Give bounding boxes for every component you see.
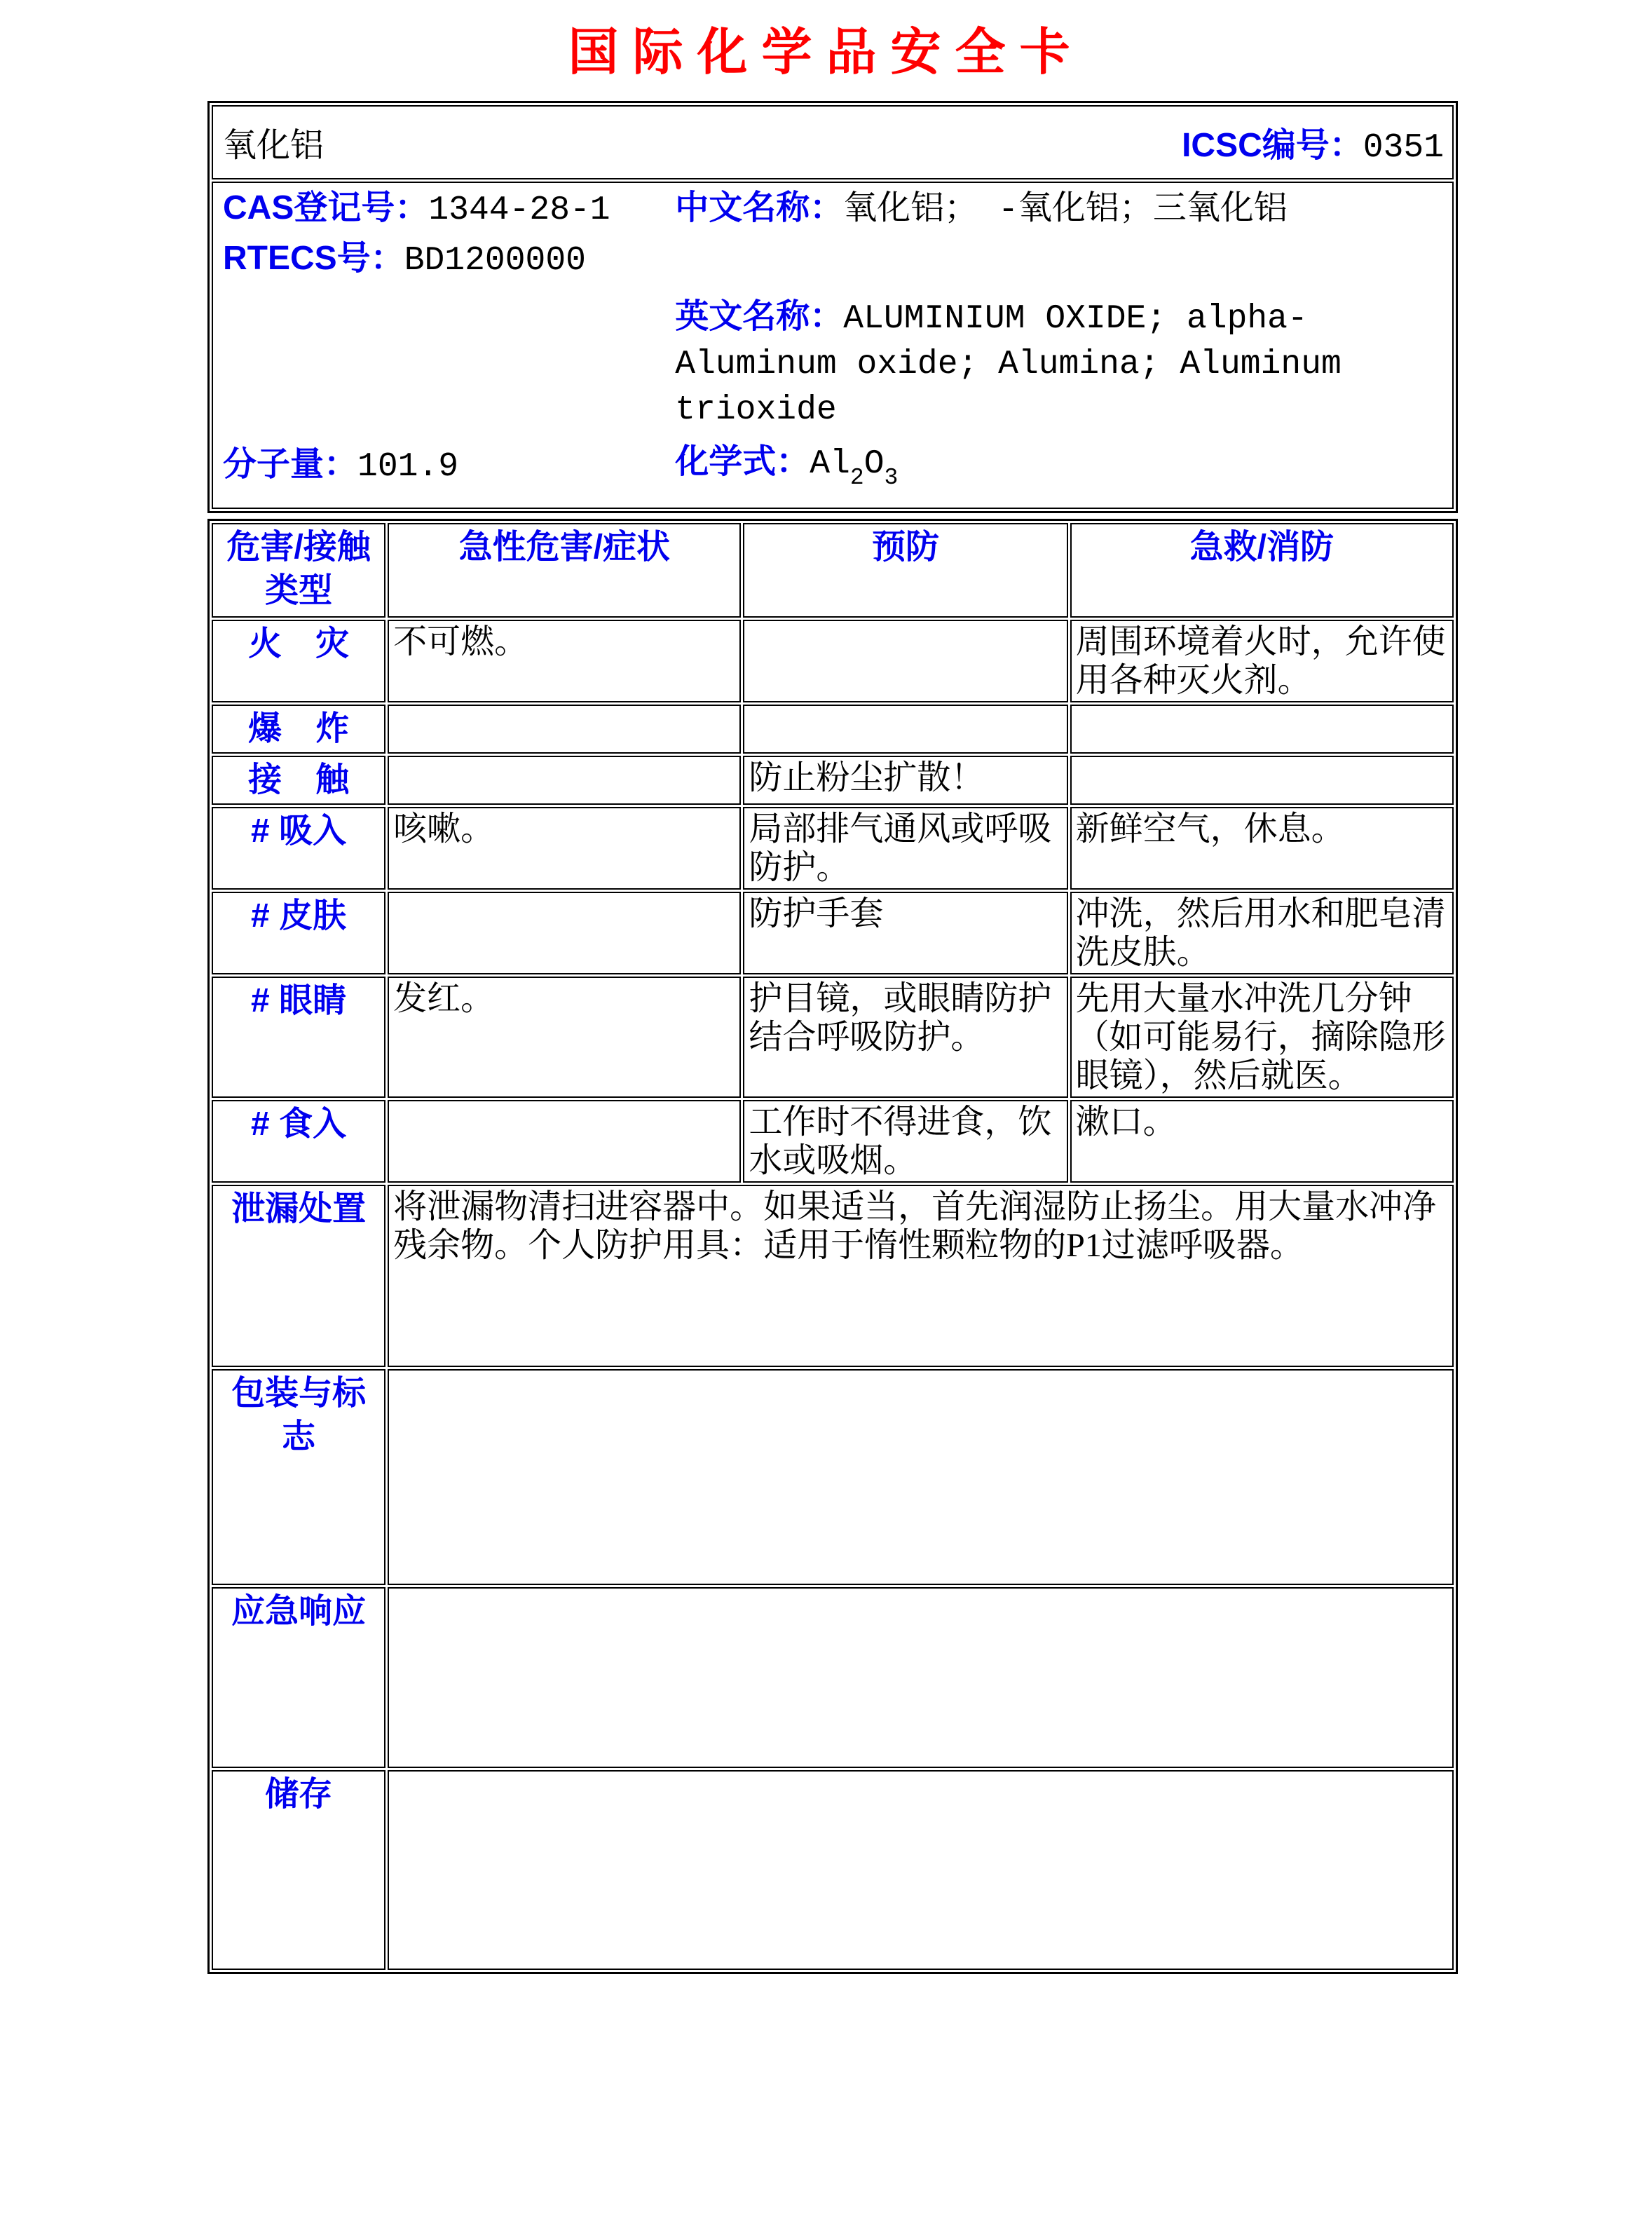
- en-name-label: 英文名称：: [675, 298, 844, 335]
- explosion-prevention-cell: [743, 705, 1067, 754]
- inhalation-prevention-cell: 局部排气通风或呼吸防护。: [743, 807, 1067, 890]
- substance-header-row: [212, 105, 1454, 179]
- row-label-fire: 火 灾: [212, 620, 385, 702]
- substance-name: 氧化铝: [223, 129, 325, 167]
- eyes-symptoms-cell: 发红。: [388, 977, 741, 1098]
- row-label-explosion: 爆 炸: [212, 705, 385, 754]
- ingestion-prevention-cell: 工作时不得进食，饮水或吸烟。: [743, 1100, 1067, 1183]
- exposure-symptoms-cell: [388, 756, 741, 805]
- section-label-packaging: 包装与标志: [212, 1369, 385, 1585]
- exposure-prevention-cell: 防止粉尘扩散！: [743, 756, 1067, 805]
- rtecs-line: [223, 238, 675, 287]
- section-row-storage: [212, 1770, 1454, 1970]
- icsc-number-label: ICSC编号：: [1182, 127, 1363, 164]
- fire-symptoms-cell: 不可燃。: [388, 620, 741, 702]
- col-header-type: 危害/接触类型: [212, 523, 385, 618]
- hazard-row-exposure: [212, 756, 1454, 805]
- eyes-prevention-cell: 护目镜，或眼睛防护结合呼吸防护。: [743, 977, 1067, 1098]
- hazard-header-row: [212, 523, 1454, 618]
- explosion-symptoms-cell: [388, 705, 741, 754]
- inhalation-first-aid-cell: 新鲜空气，休息。: [1070, 807, 1454, 890]
- hazard-row-skin: [212, 892, 1454, 974]
- formula-label: 化学式：: [675, 443, 810, 480]
- cas-label: CAS登记号：: [223, 189, 429, 226]
- icsc-number-value: 0351: [1363, 129, 1444, 167]
- en-name-value: ALUMINIUM OXIDE; alpha-Aluminum oxide; Alumina; Aluminum trioxide: [675, 300, 1342, 429]
- section-label-emergency: 应急响应: [212, 1587, 385, 1768]
- hazard-table: [207, 519, 1458, 1974]
- col-header-first-aid: 急救/消防: [1070, 523, 1454, 618]
- identity-row: [212, 182, 1454, 509]
- row-label-inhalation: # 吸入: [212, 807, 385, 890]
- cn-name-label: 中文名称：: [675, 189, 844, 226]
- packaging-content-cell: [388, 1369, 1454, 1585]
- row-label-ingestion: # 食入: [212, 1100, 385, 1183]
- formula-value: $Al_2O_3$: [810, 445, 899, 491]
- cn-name-value: 氧化铝； -氧化铝；三氧化铝: [843, 191, 1288, 229]
- spacer: [675, 238, 1445, 287]
- section-row-packaging: [212, 1369, 1454, 1585]
- inhalation-symptoms-cell: 咳嗽。: [388, 807, 741, 890]
- page-title: 国际化学品安全卡: [568, 25, 1084, 81]
- formula-line: [675, 441, 1445, 508]
- hazard-row-explosion: [212, 705, 1454, 754]
- fire-prevention-cell: [743, 620, 1067, 702]
- cas-value: 1344-28-1: [428, 191, 610, 229]
- col-header-symptoms: 急性危害/症状: [388, 523, 741, 618]
- eyes-first-aid-cell: 先用大量水冲洗几分钟（如可能易行，摘除隐形眼镜），然后就医。: [1070, 977, 1454, 1098]
- substance-header-cell: [212, 105, 1454, 179]
- hazard-row-inhalation: [212, 807, 1454, 890]
- cn-name-line: [675, 187, 1445, 238]
- spacer: [223, 287, 675, 432]
- substance-info-table: [207, 101, 1458, 513]
- emergency-content-cell: [388, 1587, 1454, 1768]
- explosion-first-aid-cell: [1070, 705, 1454, 754]
- skin-prevention-cell: 防护手套: [743, 892, 1067, 974]
- section-label-spillage: 泄漏处置: [212, 1185, 385, 1367]
- cas-line: [223, 187, 675, 238]
- exposure-first-aid-cell: [1070, 756, 1454, 805]
- skin-symptoms-cell: [388, 892, 741, 974]
- skin-first-aid-cell: 冲洗，然后用水和肥皂清洗皮肤。: [1070, 892, 1454, 974]
- storage-content-cell: [388, 1770, 1454, 1970]
- molecular-weight-value: 101.9: [357, 448, 459, 486]
- rtecs-label: RTECS号：: [223, 240, 404, 277]
- section-row-emergency: [212, 1587, 1454, 1768]
- spillage-content-cell: 将泄漏物清扫进容器中。如果适当，首先润湿防止扬尘。用大量水冲净残余物。个人防护用具：适用于惰性颗粒物的P1过滤呼吸器。: [388, 1185, 1454, 1367]
- en-name-line: [675, 295, 1445, 432]
- row-label-eyes: # 眼睛: [212, 977, 385, 1098]
- molecular-weight-label: 分子量：: [223, 446, 358, 483]
- identity-cell: [212, 182, 1454, 509]
- section-row-spillage: [212, 1185, 1454, 1367]
- hazard-row-ingestion: [212, 1100, 1454, 1183]
- hazard-row-fire: [212, 620, 1454, 702]
- rtecs-value: BD1200000: [404, 242, 586, 280]
- hazard-row-eyes: [212, 977, 1454, 1098]
- icsc-number-group: [1182, 118, 1444, 167]
- fire-first-aid-cell: 周围环境着火时，允许使用各种灭火剂。: [1070, 620, 1454, 702]
- ingestion-symptoms-cell: [388, 1100, 741, 1183]
- ingestion-first-aid-cell: 漱口。: [1070, 1100, 1454, 1183]
- row-label-exposure: 接 触: [212, 756, 385, 805]
- row-label-skin: # 皮肤: [212, 892, 385, 974]
- section-label-storage: 储存: [212, 1770, 385, 1970]
- molecular-weight-line: [223, 444, 675, 508]
- col-header-prevention: 预防: [743, 523, 1067, 618]
